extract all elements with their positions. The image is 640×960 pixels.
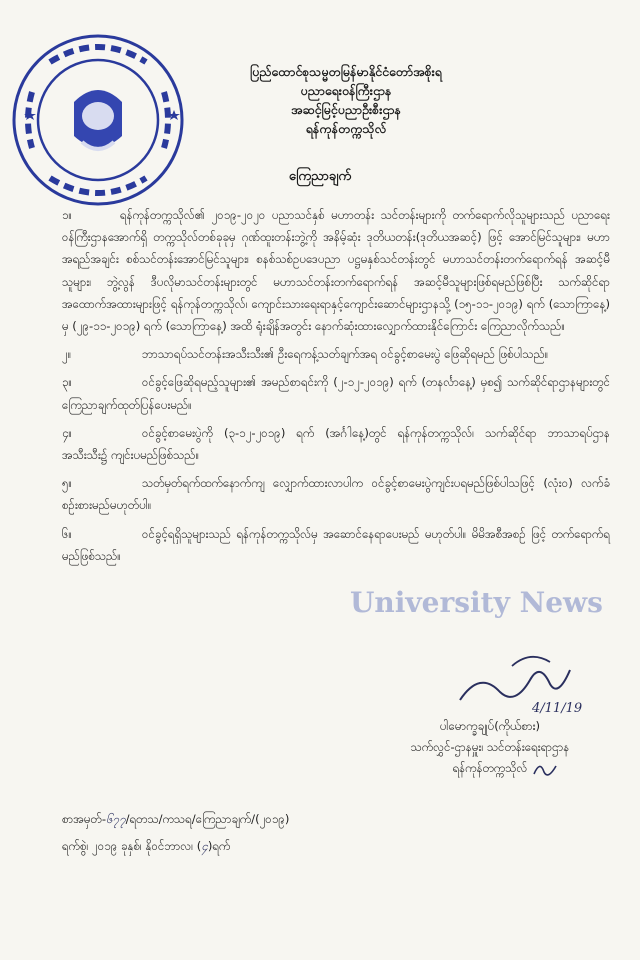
paragraph-2 bbox=[62, 343, 610, 365]
signature-date: 4/11/19 bbox=[532, 701, 583, 716]
paragraph-number: ၃။ bbox=[62, 375, 73, 390]
paragraph-5 bbox=[62, 472, 610, 516]
government-name: ပြည်ထောင်စုသမ္မတမြန်မာနိုင်ငံတော်အစိုးရ bbox=[250, 64, 442, 79]
department-name: အဆင့်မြင့်ပညာဦးစီးဌာန bbox=[291, 102, 401, 117]
paragraph-number: ၄။ bbox=[62, 425, 73, 440]
reference-number-line bbox=[62, 806, 289, 833]
signer-organization: ရန်ကုန်တက္ကသိုလ် bbox=[452, 761, 528, 775]
paragraph-3 bbox=[62, 371, 610, 415]
letterhead bbox=[196, 62, 496, 138]
reference-prefix: စာအမှတ်- bbox=[62, 812, 107, 826]
signature-icon bbox=[420, 640, 610, 720]
reference-number: ၆၇၇ bbox=[106, 812, 126, 826]
signer-block bbox=[370, 716, 610, 779]
date-day: ၄ bbox=[201, 839, 208, 853]
paragraph-text: ဝင်ခွင့်ဖြေဆိုရမည့်သူများ၏ အမည်စာရင်းကို (၂-၁၂-၂၀၁၉) ရက် (တနင်္လာနေ့) မှစ၍ သက်ဆိုင်ရာဌာနများတွင် ကြေညာချက်ထုတ်ပြန်ပေးမည်။ bbox=[62, 375, 610, 412]
paragraph-number: ၆။ bbox=[62, 526, 73, 541]
paragraph-text: ဘာသာရပ်သင်တန်းအသီးသီး၏ ဦးရေကန့်သတ်ချက်အရ ဝင်ခွင့်စာမေးပွဲ ဖြေဆိုရမည် ဖြစ်ပါသည်။ bbox=[142, 347, 549, 362]
date-suffix: )ရက် bbox=[207, 839, 231, 853]
paragraph-4 bbox=[62, 422, 610, 466]
paragraph-6 bbox=[62, 523, 610, 567]
paragraph-text: ဝင်ခွင့်ရရှိသူများသည် ရန်ကုန်တက္ကသိုလ်မှ အဆောင်နေရာပေးမည် မဟုတ်ပါ။ မိမိအစီအစဉ် ဖြင့် တက်ရောက်ရမည်ဖြစ်သည်။ bbox=[62, 526, 610, 563]
paragraph-1 bbox=[62, 204, 610, 337]
initials-icon bbox=[530, 752, 560, 782]
reference-block bbox=[62, 806, 289, 860]
signer-role: သက်လွှင်-ဌာနမှူး၊ သင်တန်းရေးရာဌာန bbox=[410, 740, 570, 754]
university-name: ရန်ကုန်တက္ကသိုလ် bbox=[305, 121, 387, 136]
announcement-body bbox=[62, 204, 610, 573]
paragraph-number: ၅။ bbox=[62, 476, 73, 491]
ministry-name: ပညာရေးဝန်ကြီးဌာန bbox=[300, 83, 392, 98]
paragraph-text: ရန်ကုန်တက္ကသိုလ်၏ ၂၀၁၉-၂၀၂၀ ပညာသင်နှစ် မဟာတန်း သင်တန်းများကို တက်ရောက်လိုသူများသည် ပညာရေးဝန်ကြီးဌာနအောက်ရှိ တက္ကသိုလ်တစ်ခုခုမှ ဂုဏ်ထူးတန်းဘွဲ့ကို အနိမ့်ဆုံး ဒုတိယတန်း(ဒုတိယအဆင့်) ဖြင့် အောင်မြင်သူများ၊ မဟာအရည်အချင်း စစ်သင်တန်းအောင်မြင်သူများ၊ စနစ်သစ်ဥပဒေပညာ ပဋ္ဌမနှစ်သင်တန်းတွင် မဟာသင်တန်းတက်ရောက်ရန် အဆင့်မီသူများ၊ ဘွဲ့လွန် ဒီပလိုမာသင်တန်းများတွင် မဟာသင်တန်းတက်ရောက်ရန် အဆင့်မီသူများဖြစ်ရမည်ဖြစ်ပြီး သက်ဆိုင်ရာ အထောက်အထားများဖြင့် ရန်ကုန်တက္ကသိုလ်၊ ကျောင်းသားရေးရာနှင့်ကျောင်းဆောင်များဌာနသို့ (၁၅-၁၁-၂၀၁၉) ရက် (သောကြာနေ့) မှ (၂၉-၁၁-၂၀၁၉) ရက် (သောကြာနေ့) အထိ ရုံးချိန်အတွင်း နောက်ဆုံးထားလျှောက်ထားနိုင်ကြောင်း ကြေညာလိုက်သည်။ bbox=[62, 208, 610, 334]
signer-name: ပါမောက္ခချုပ်(ကိုယ်စား) bbox=[439, 719, 541, 733]
watermark: University News bbox=[350, 586, 603, 619]
page-title: ကြေညာချက် bbox=[288, 169, 352, 184]
paragraph-number: ၂။ bbox=[62, 347, 72, 362]
paragraph-number: ၁။ bbox=[62, 208, 73, 222]
reference-suffix: /ရတသ/ကသရ/ကြေညာချက်/(၂၀၁၉) bbox=[125, 812, 290, 826]
date-prefix: ရက်စွဲ၊ ၂၀၁၉ ခုနှစ်၊ နိုဝင်ဘာလ၊ ( bbox=[62, 839, 202, 853]
paragraph-text: ဝင်ခွင့်စာမေးပွဲကို (၃-၁၂-၂၀၁၉) ရက် (အင်္ဂါနေ့)တွင် ရန်ကုန်တက္ကသိုလ်၊ သက်ဆိုင်ရာ ဘာသာရပ်ဌာနအသီးသီး၌ ကျင်းပမည်ဖြစ်သည်။ bbox=[62, 425, 610, 463]
paragraph-text: သတ်မှတ်ရက်ထက်နောက်ကျ လျှောက်ထားလာပါက ဝင်ခွင့်စာမေးပွဲကျင်းပရမည်ဖြစ်ပါသဖြင့် (လုံး၀) လက်ခံစဉ်းစားမည်မဟုတ်ပါ။ bbox=[62, 476, 610, 513]
reference-date-line bbox=[62, 833, 289, 860]
